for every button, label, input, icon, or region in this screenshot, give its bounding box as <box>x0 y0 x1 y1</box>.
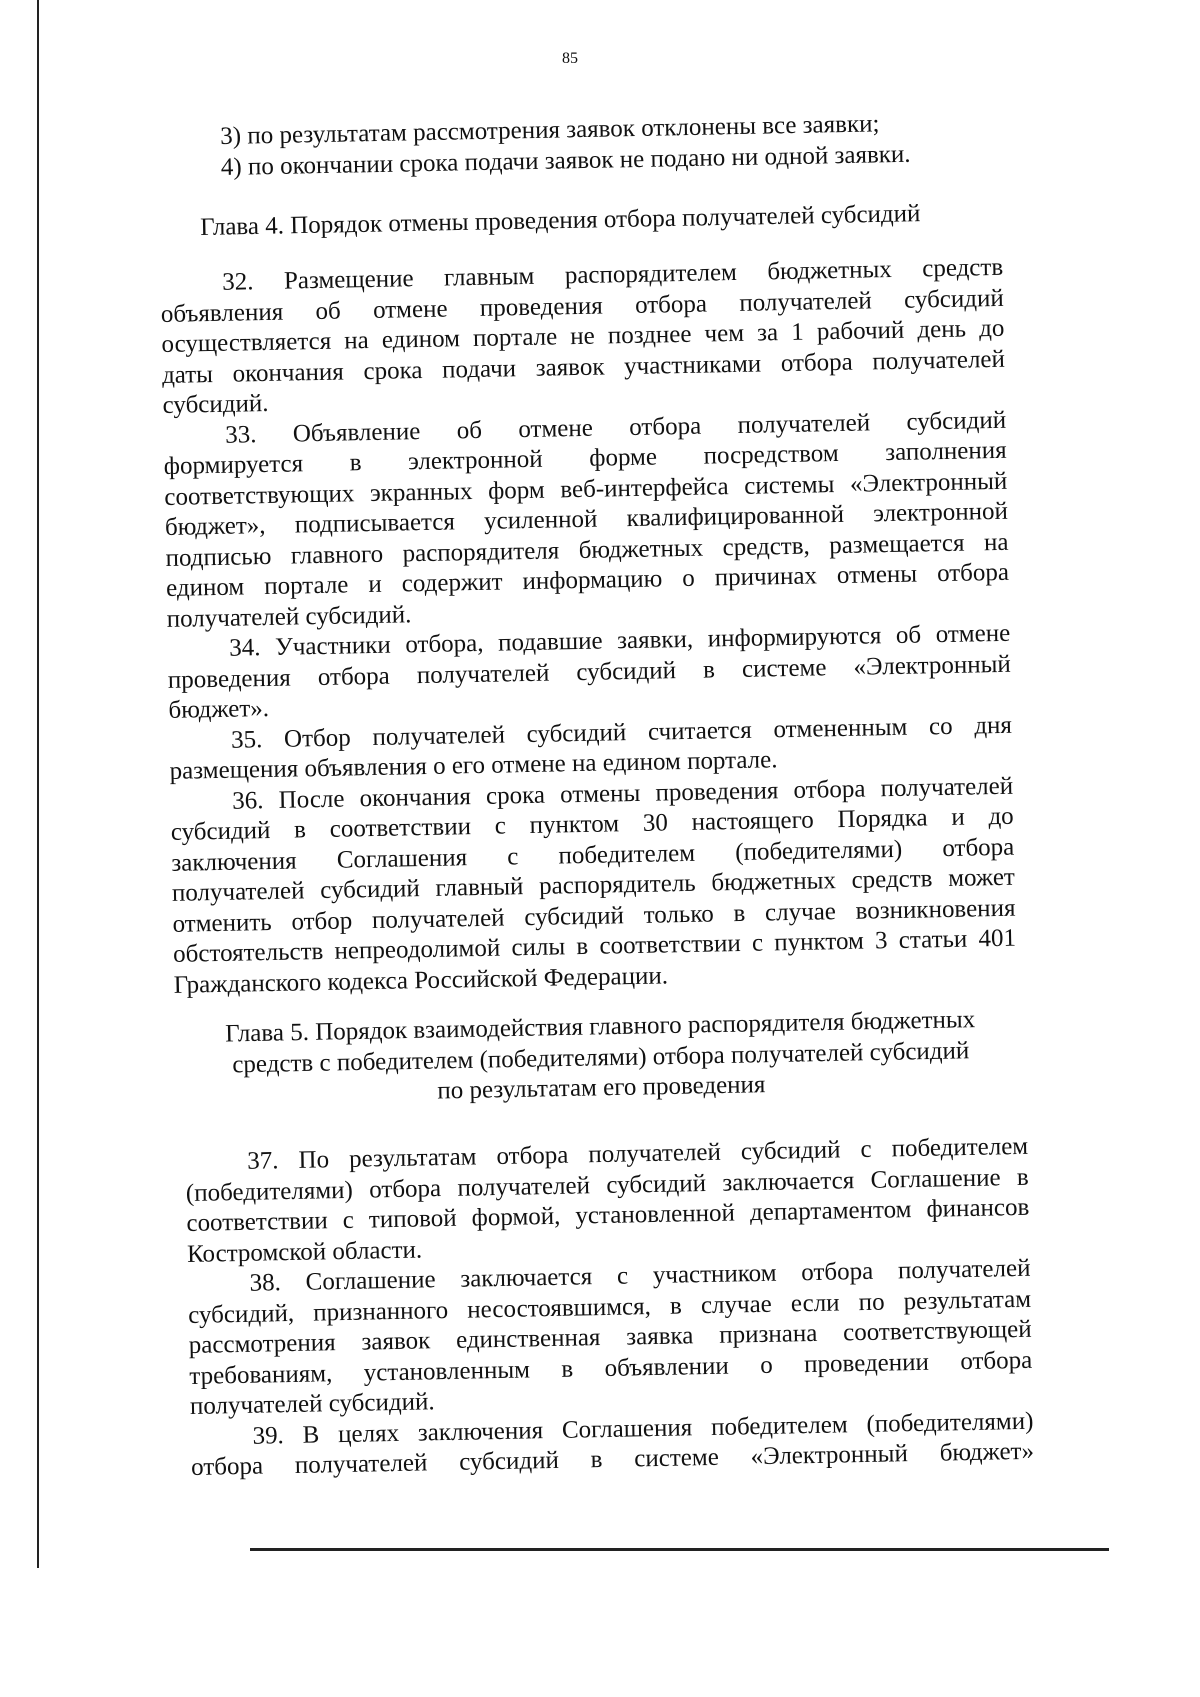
para-38-line: субсидий, признанного несостоявшимся, в случае если по результатам <box>187 1285 1032 1329</box>
chapter-5-body <box>185 1132 1034 1484</box>
chapter-5-title-line: по результатам его проведения <box>437 1071 766 1105</box>
chapter-5-title-line: средств с победителем (победителями) отбора получателей субсидий <box>232 1036 970 1078</box>
para-36-line: 36. После окончания срока отмены проведения отбора получателей <box>231 772 1014 815</box>
chapter-4-title: Глава 4. Порядок отмены проведения отбора получателей субсидий <box>200 200 921 241</box>
para-37-line: Костромской области. <box>186 1235 423 1268</box>
para-33-line: формируется в электронной форме посредством заполнения <box>163 436 1007 480</box>
scan-bottom-edge <box>250 1548 1109 1551</box>
intro-item-4: 4) по окончании срока подачи заявок не подано ни одной заявки. <box>220 140 911 181</box>
intro-items <box>220 108 941 183</box>
para-37-line: (победителями) отбора получателей субсидий заключается Соглашение в <box>185 1163 1029 1207</box>
para-33-line: подписью главного распорядителя бюджетных средств, размещается на <box>165 528 1009 572</box>
para-39-line: 39. В целях заключения Соглашения победителем (победителями) <box>252 1407 1034 1450</box>
chapter-5-title-line: Глава 5. Порядок взаимодействия главного распорядителя бюджетных <box>224 1006 976 1048</box>
chapter-5-heading <box>200 1005 1002 1112</box>
page-number: 85 <box>562 50 578 67</box>
para-32-line: даты окончания срока подачи заявок участниками отбора получателей <box>161 345 1006 389</box>
para-36-line: субсидий в соответствии с пунктом 30 настоящего Порядка и до <box>170 802 1014 846</box>
para-34-line: бюджет». <box>168 694 270 724</box>
para-32-line: осуществляется на едином портале не позднее чем за 1 рабочий день до <box>161 314 1005 358</box>
para-38-line: рассмотрения заявок единственная заявка признана соответствующей <box>188 1315 1032 1359</box>
para-36-line: Гражданского кодекса Российской Федерации. <box>173 961 669 999</box>
para-37-line: соответствии с типовой формой, установленной департаментом финансов <box>186 1193 1030 1237</box>
para-32-line: субсидий. <box>162 389 269 419</box>
chapter-4-heading <box>200 198 960 243</box>
scan-left-edge <box>37 0 39 1568</box>
para-35-line: размещения объявления о его отмене на едином портале. <box>169 746 778 785</box>
para-33-line: бюджет», подписывается усиленной квалифицированной электронной <box>164 497 1009 541</box>
intro-item-3: 3) по результатам рассмотрения заявок отклонены все заявки; <box>220 110 880 150</box>
para-33-line: едином портале и содержит информацию о причинах отмены отбора <box>165 558 1010 602</box>
para-32-line: 32. Размещение главным распорядителем бюджетных средств <box>222 253 1004 296</box>
para-36-line: заключения Соглашения с победителем (победителями) отбора <box>171 833 1015 877</box>
para-36-line: отменить отбор получателей субсидий только в случае возникновения <box>172 894 1016 938</box>
para-38-line: 38. Соглашение заключается с участником отбора получателей <box>249 1254 1031 1297</box>
para-39-line: отбора получателей субсидий в системе «Электронный бюджет» <box>190 1437 1035 1481</box>
para-36-line: получателей субсидий главный распорядитель бюджетных средств может <box>171 863 1016 907</box>
chapter-4-body <box>160 253 1017 1001</box>
para-38-line: требованиям, установленным в объявлении о проведении отбора <box>189 1346 1033 1390</box>
para-33-line: 33. Объявление об отмене отбора получателей субсидий <box>224 406 1007 449</box>
para-37-line: 37. По результатам отбора получателей субсидий с победителем <box>247 1132 1029 1175</box>
para-34-line: 34. Участники отбора, подавшие заявки, информируются об отмене <box>229 619 1011 662</box>
para-33-line: соответствующих экранных форм веб-интерфейса системы «Электронный <box>164 467 1008 511</box>
para-34-line: проведения отбора получателей субсидий в системе «Электронный <box>167 650 1011 694</box>
para-32-line: объявления об отмене проведения отбора получателей субсидий <box>160 284 1004 328</box>
para-33-line: получателей субсидий. <box>166 600 412 633</box>
para-38-line: получателей субсидий. <box>189 1388 435 1420</box>
para-35-line: 35. Отбор получателей субсидий считается отмененным со дня <box>230 711 1013 754</box>
para-36-line: обстоятельств непреодолимой силы в соответствии с пунктом 3 статьи 401 <box>172 924 1017 968</box>
